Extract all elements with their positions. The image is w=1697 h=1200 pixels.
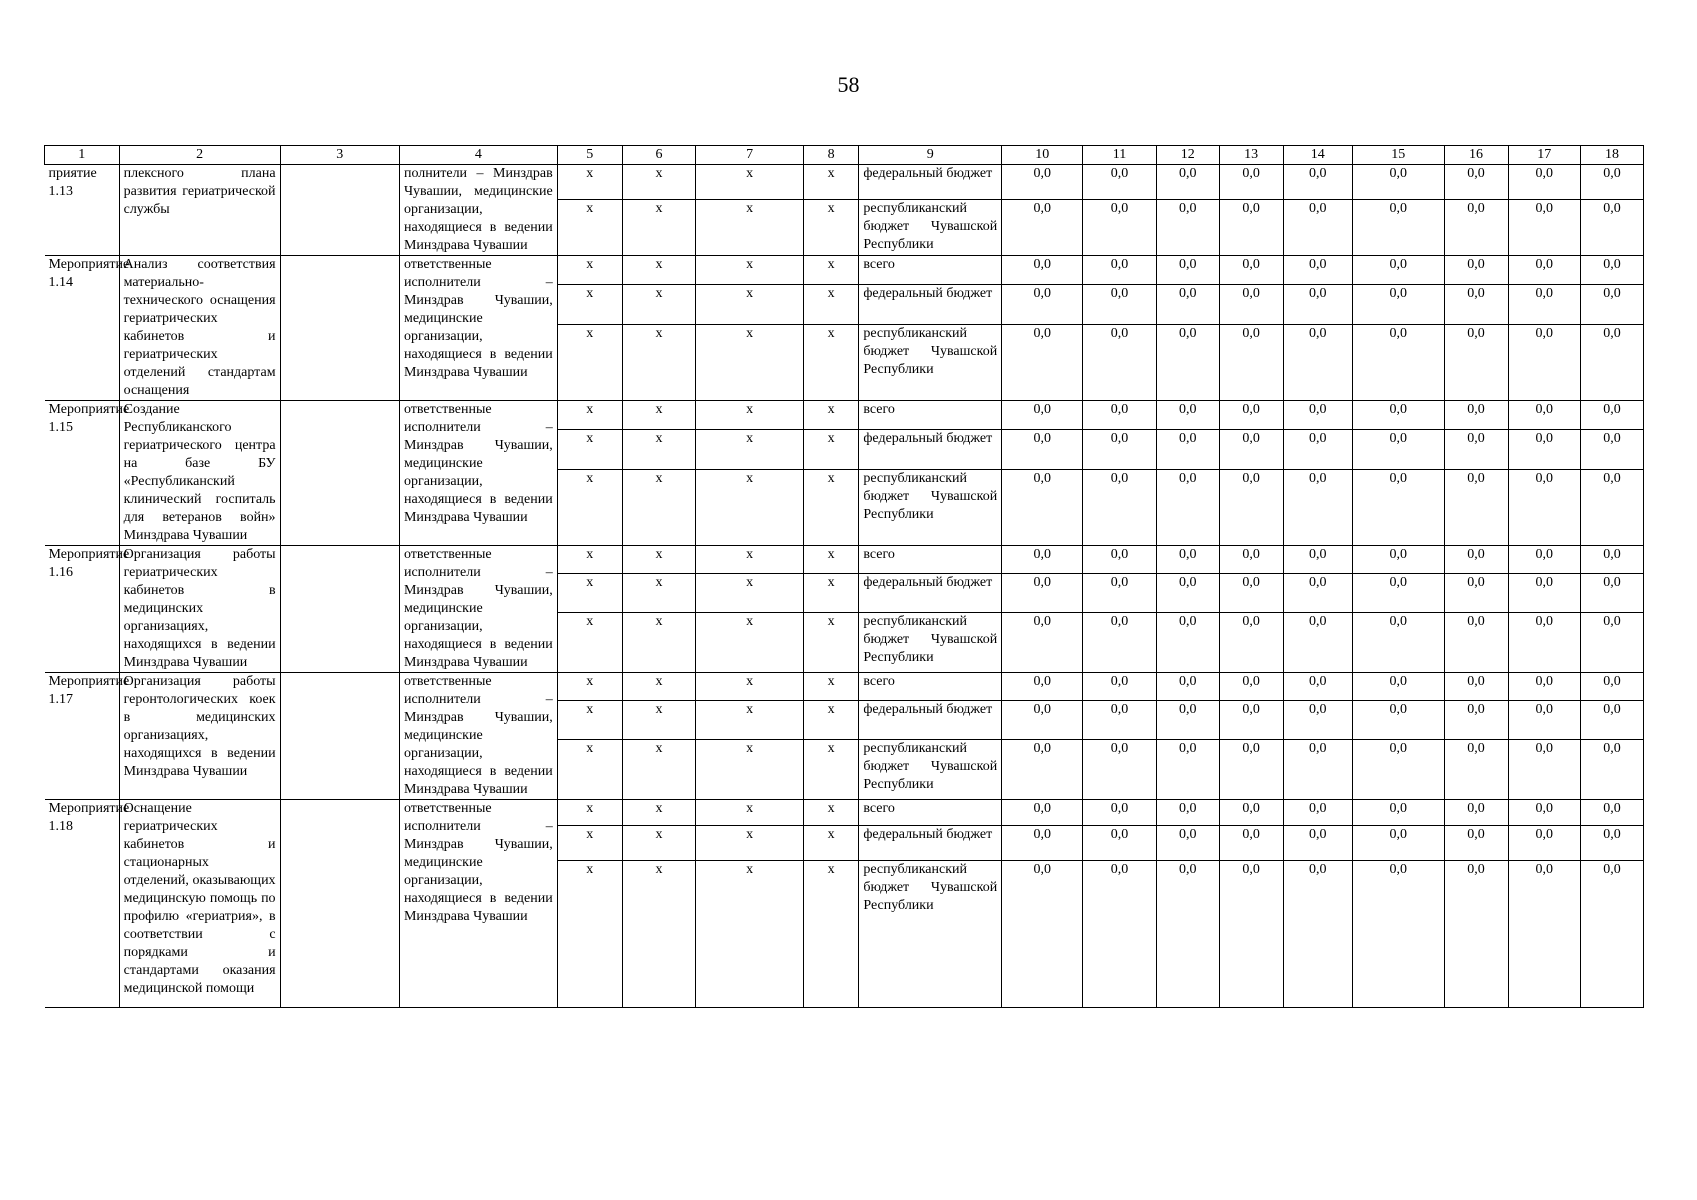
column-number-16: 16 bbox=[1444, 146, 1508, 165]
funding-source: федеральный бюджет bbox=[859, 165, 1002, 200]
responsible-executors: ответственные исполнители – Минздрав Чувашии, медицинские организации, находящиеся в ведении Минздрава Чувашии bbox=[399, 401, 557, 546]
cross-mark: x bbox=[803, 430, 858, 469]
cross-mark: x bbox=[557, 165, 622, 200]
column-number-15: 15 bbox=[1352, 146, 1444, 165]
cross-mark: x bbox=[803, 324, 858, 400]
amount-value: 0,0 bbox=[1083, 800, 1157, 826]
amount-value: 0,0 bbox=[1352, 401, 1444, 430]
amount-value: 0,0 bbox=[1083, 256, 1157, 285]
amount-value: 0,0 bbox=[1581, 861, 1644, 1008]
cross-mark: x bbox=[557, 673, 622, 701]
amount-value: 0,0 bbox=[1283, 324, 1352, 400]
amount-value: 0,0 bbox=[1352, 256, 1444, 285]
amount-value: 0,0 bbox=[1156, 800, 1219, 826]
cross-mark: x bbox=[696, 861, 804, 1008]
table-body bbox=[45, 165, 1644, 1008]
amount-value: 0,0 bbox=[1156, 546, 1219, 574]
cross-mark: x bbox=[696, 430, 804, 469]
activity-id: приятие 1.13 bbox=[45, 165, 120, 256]
cross-mark: x bbox=[622, 165, 696, 200]
cross-mark: x bbox=[557, 256, 622, 285]
amount-value: 0,0 bbox=[1219, 165, 1283, 200]
cross-mark: x bbox=[557, 612, 622, 672]
amount-value: 0,0 bbox=[1156, 324, 1219, 400]
cross-mark: x bbox=[803, 546, 858, 574]
cross-mark: x bbox=[696, 574, 804, 612]
activity-name: Оснащение гериатрических кабинетов и стационарных отделений, оказывающих медицинскую помощь по профилю «гериатрия», в соответствии с порядками и стандартами оказания медицинской помощи bbox=[119, 800, 280, 1008]
amount-value: 0,0 bbox=[1508, 574, 1580, 612]
funding-source: всего bbox=[859, 800, 1002, 826]
column-number-12: 12 bbox=[1156, 146, 1219, 165]
amount-value: 0,0 bbox=[1444, 430, 1508, 469]
amount-value: 0,0 bbox=[1002, 826, 1083, 861]
funding-source: федеральный бюджет bbox=[859, 826, 1002, 861]
amount-value: 0,0 bbox=[1581, 430, 1644, 469]
cross-mark: x bbox=[696, 612, 804, 672]
cross-mark: x bbox=[557, 401, 622, 430]
amount-value: 0,0 bbox=[1508, 546, 1580, 574]
amount-value: 0,0 bbox=[1083, 701, 1157, 739]
column-3-cell bbox=[280, 165, 399, 256]
funding-source: всего bbox=[859, 401, 1002, 430]
funding-source: республиканский бюджет Чувашской Республики bbox=[859, 739, 1002, 799]
activity-name: Организация работы геронтологических коек в медицинских организациях, находящихся в ведении Минздрава Чувашии bbox=[119, 673, 280, 800]
cross-mark: x bbox=[557, 826, 622, 861]
column-number-11: 11 bbox=[1083, 146, 1157, 165]
amount-value: 0,0 bbox=[1002, 324, 1083, 400]
funding-source: всего bbox=[859, 546, 1002, 574]
amount-value: 0,0 bbox=[1002, 800, 1083, 826]
cross-mark: x bbox=[696, 469, 804, 545]
amount-value: 0,0 bbox=[1444, 546, 1508, 574]
amount-value: 0,0 bbox=[1508, 701, 1580, 739]
amount-value: 0,0 bbox=[1352, 739, 1444, 799]
amount-value: 0,0 bbox=[1219, 285, 1283, 324]
amount-value: 0,0 bbox=[1444, 673, 1508, 701]
amount-value: 0,0 bbox=[1156, 574, 1219, 612]
program-table bbox=[44, 145, 1644, 1008]
amount-value: 0,0 bbox=[1352, 861, 1444, 1008]
cross-mark: x bbox=[803, 861, 858, 1008]
cross-mark: x bbox=[803, 256, 858, 285]
amount-value: 0,0 bbox=[1508, 165, 1580, 200]
amount-value: 0,0 bbox=[1444, 401, 1508, 430]
cross-mark: x bbox=[803, 469, 858, 545]
table-row bbox=[45, 546, 1644, 574]
cross-mark: x bbox=[622, 256, 696, 285]
amount-value: 0,0 bbox=[1156, 401, 1219, 430]
amount-value: 0,0 bbox=[1002, 430, 1083, 469]
funding-source: федеральный бюджет bbox=[859, 574, 1002, 612]
amount-value: 0,0 bbox=[1002, 739, 1083, 799]
amount-value: 0,0 bbox=[1283, 285, 1352, 324]
amount-value: 0,0 bbox=[1219, 826, 1283, 861]
column-number-14: 14 bbox=[1283, 146, 1352, 165]
amount-value: 0,0 bbox=[1352, 165, 1444, 200]
amount-value: 0,0 bbox=[1002, 200, 1083, 256]
cross-mark: x bbox=[696, 739, 804, 799]
amount-value: 0,0 bbox=[1002, 285, 1083, 324]
cross-mark: x bbox=[622, 861, 696, 1008]
responsible-executors: ответственные исполнители – Минздрав Чувашии, медицинские организации, находящиеся в ведении Минздрава Чувашии bbox=[399, 256, 557, 401]
amount-value: 0,0 bbox=[1352, 469, 1444, 545]
activity-name: Анализ соответствия материально-технического оснащения гериатрических кабинетов и гериатрических отделений стандартам оснащения bbox=[119, 256, 280, 401]
cross-mark: x bbox=[557, 430, 622, 469]
funding-source: всего bbox=[859, 256, 1002, 285]
amount-value: 0,0 bbox=[1083, 826, 1157, 861]
amount-value: 0,0 bbox=[1352, 430, 1444, 469]
amount-value: 0,0 bbox=[1283, 800, 1352, 826]
amount-value: 0,0 bbox=[1083, 861, 1157, 1008]
amount-value: 0,0 bbox=[1581, 165, 1644, 200]
amount-value: 0,0 bbox=[1352, 612, 1444, 672]
cross-mark: x bbox=[696, 546, 804, 574]
column-number-4: 4 bbox=[399, 146, 557, 165]
amount-value: 0,0 bbox=[1352, 200, 1444, 256]
activity-id: Мероприятие 1.15 bbox=[45, 401, 120, 546]
column-number-1: 1 bbox=[45, 146, 120, 165]
activity-name: плексного плана развития гериатрической службы bbox=[119, 165, 280, 256]
cross-mark: x bbox=[803, 673, 858, 701]
amount-value: 0,0 bbox=[1002, 165, 1083, 200]
amount-value: 0,0 bbox=[1444, 324, 1508, 400]
funding-source: республиканский бюджет Чувашской Республики bbox=[859, 612, 1002, 672]
funding-source: республиканский бюджет Чувашской Республики bbox=[859, 469, 1002, 545]
amount-value: 0,0 bbox=[1156, 701, 1219, 739]
cross-mark: x bbox=[696, 165, 804, 200]
column-number-17: 17 bbox=[1508, 146, 1580, 165]
activity-id: Мероприятие 1.18 bbox=[45, 800, 120, 1008]
amount-value: 0,0 bbox=[1508, 469, 1580, 545]
amount-value: 0,0 bbox=[1083, 165, 1157, 200]
amount-value: 0,0 bbox=[1581, 285, 1644, 324]
amount-value: 0,0 bbox=[1283, 673, 1352, 701]
amount-value: 0,0 bbox=[1156, 165, 1219, 200]
table-row bbox=[45, 165, 1644, 200]
cross-mark: x bbox=[803, 200, 858, 256]
cross-mark: x bbox=[622, 546, 696, 574]
cross-mark: x bbox=[622, 739, 696, 799]
responsible-executors: полнители – Минздрав Чувашии, медицинские организации, находящиеся в ведении Минздрава Чувашии bbox=[399, 165, 557, 256]
amount-value: 0,0 bbox=[1444, 701, 1508, 739]
amount-value: 0,0 bbox=[1352, 574, 1444, 612]
amount-value: 0,0 bbox=[1508, 401, 1580, 430]
amount-value: 0,0 bbox=[1581, 826, 1644, 861]
cross-mark: x bbox=[696, 701, 804, 739]
cross-mark: x bbox=[557, 285, 622, 324]
amount-value: 0,0 bbox=[1508, 826, 1580, 861]
amount-value: 0,0 bbox=[1002, 401, 1083, 430]
funding-source: республиканский бюджет Чувашской Республики bbox=[859, 200, 1002, 256]
column-3-cell bbox=[280, 800, 399, 1008]
amount-value: 0,0 bbox=[1444, 612, 1508, 672]
amount-value: 0,0 bbox=[1156, 256, 1219, 285]
amount-value: 0,0 bbox=[1083, 673, 1157, 701]
amount-value: 0,0 bbox=[1219, 200, 1283, 256]
funding-source: всего bbox=[859, 673, 1002, 701]
amount-value: 0,0 bbox=[1581, 739, 1644, 799]
amount-value: 0,0 bbox=[1352, 800, 1444, 826]
amount-value: 0,0 bbox=[1219, 546, 1283, 574]
amount-value: 0,0 bbox=[1508, 324, 1580, 400]
column-number-5: 5 bbox=[557, 146, 622, 165]
amount-value: 0,0 bbox=[1219, 469, 1283, 545]
column-3-cell bbox=[280, 546, 399, 673]
amount-value: 0,0 bbox=[1508, 285, 1580, 324]
column-number-7: 7 bbox=[696, 146, 804, 165]
cross-mark: x bbox=[803, 285, 858, 324]
cross-mark: x bbox=[696, 324, 804, 400]
cross-mark: x bbox=[696, 401, 804, 430]
amount-value: 0,0 bbox=[1083, 285, 1157, 324]
amount-value: 0,0 bbox=[1444, 200, 1508, 256]
column-3-cell bbox=[280, 401, 399, 546]
activity-id: Мероприятие 1.17 bbox=[45, 673, 120, 800]
column-3-cell bbox=[280, 256, 399, 401]
amount-value: 0,0 bbox=[1508, 673, 1580, 701]
amount-value: 0,0 bbox=[1508, 430, 1580, 469]
cross-mark: x bbox=[557, 324, 622, 400]
amount-value: 0,0 bbox=[1283, 701, 1352, 739]
amount-value: 0,0 bbox=[1283, 612, 1352, 672]
amount-value: 0,0 bbox=[1508, 256, 1580, 285]
amount-value: 0,0 bbox=[1444, 739, 1508, 799]
cross-mark: x bbox=[803, 612, 858, 672]
cross-mark: x bbox=[622, 826, 696, 861]
cross-mark: x bbox=[696, 826, 804, 861]
cross-mark: x bbox=[696, 673, 804, 701]
amount-value: 0,0 bbox=[1283, 430, 1352, 469]
amount-value: 0,0 bbox=[1219, 701, 1283, 739]
column-number-13: 13 bbox=[1219, 146, 1283, 165]
amount-value: 0,0 bbox=[1581, 800, 1644, 826]
amount-value: 0,0 bbox=[1444, 285, 1508, 324]
amount-value: 0,0 bbox=[1002, 701, 1083, 739]
activity-name: Организация работы гериатрических кабинетов в медицинских организациях, находящихся в ведении Минздрава Чувашии bbox=[119, 546, 280, 673]
funding-source: федеральный бюджет bbox=[859, 285, 1002, 324]
column-number-9: 9 bbox=[859, 146, 1002, 165]
cross-mark: x bbox=[622, 673, 696, 701]
funding-source: федеральный бюджет bbox=[859, 701, 1002, 739]
amount-value: 0,0 bbox=[1283, 256, 1352, 285]
amount-value: 0,0 bbox=[1219, 574, 1283, 612]
responsible-executors: ответственные исполнители – Минздрав Чувашии, медицинские организации, находящиеся в ведении Минздрава Чувашии bbox=[399, 546, 557, 673]
amount-value: 0,0 bbox=[1219, 324, 1283, 400]
amount-value: 0,0 bbox=[1002, 469, 1083, 545]
funding-source: республиканский бюджет Чувашской Республики bbox=[859, 324, 1002, 400]
column-number-2: 2 bbox=[119, 146, 280, 165]
amount-value: 0,0 bbox=[1083, 546, 1157, 574]
amount-value: 0,0 bbox=[1581, 673, 1644, 701]
cross-mark: x bbox=[622, 401, 696, 430]
cross-mark: x bbox=[622, 574, 696, 612]
amount-value: 0,0 bbox=[1219, 401, 1283, 430]
amount-value: 0,0 bbox=[1283, 401, 1352, 430]
column-number-6: 6 bbox=[622, 146, 696, 165]
amount-value: 0,0 bbox=[1581, 256, 1644, 285]
cross-mark: x bbox=[803, 165, 858, 200]
amount-value: 0,0 bbox=[1581, 612, 1644, 672]
column-number-18: 18 bbox=[1581, 146, 1644, 165]
amount-value: 0,0 bbox=[1156, 739, 1219, 799]
responsible-executors: ответственные исполнители – Минздрав Чувашии, медицинские организации, находящиеся в ведении Минздрава Чувашии bbox=[399, 800, 557, 1008]
cross-mark: x bbox=[557, 861, 622, 1008]
amount-value: 0,0 bbox=[1581, 701, 1644, 739]
amount-value: 0,0 bbox=[1283, 200, 1352, 256]
amount-value: 0,0 bbox=[1508, 861, 1580, 1008]
amount-value: 0,0 bbox=[1283, 165, 1352, 200]
amount-value: 0,0 bbox=[1444, 826, 1508, 861]
cross-mark: x bbox=[557, 469, 622, 545]
cross-mark: x bbox=[622, 324, 696, 400]
cross-mark: x bbox=[557, 200, 622, 256]
cross-mark: x bbox=[622, 800, 696, 826]
amount-value: 0,0 bbox=[1444, 165, 1508, 200]
amount-value: 0,0 bbox=[1156, 469, 1219, 545]
amount-value: 0,0 bbox=[1219, 256, 1283, 285]
cross-mark: x bbox=[622, 701, 696, 739]
amount-value: 0,0 bbox=[1156, 430, 1219, 469]
cross-mark: x bbox=[696, 256, 804, 285]
cross-mark: x bbox=[557, 701, 622, 739]
cross-mark: x bbox=[622, 469, 696, 545]
amount-value: 0,0 bbox=[1581, 324, 1644, 400]
amount-value: 0,0 bbox=[1444, 574, 1508, 612]
cross-mark: x bbox=[803, 800, 858, 826]
cross-mark: x bbox=[803, 739, 858, 799]
amount-value: 0,0 bbox=[1283, 739, 1352, 799]
amount-value: 0,0 bbox=[1156, 673, 1219, 701]
amount-value: 0,0 bbox=[1083, 401, 1157, 430]
amount-value: 0,0 bbox=[1156, 200, 1219, 256]
amount-value: 0,0 bbox=[1083, 324, 1157, 400]
amount-value: 0,0 bbox=[1002, 673, 1083, 701]
amount-value: 0,0 bbox=[1219, 673, 1283, 701]
amount-value: 0,0 bbox=[1508, 200, 1580, 256]
activity-id: Мероприятие 1.14 bbox=[45, 256, 120, 401]
table-row bbox=[45, 673, 1644, 701]
amount-value: 0,0 bbox=[1581, 574, 1644, 612]
amount-value: 0,0 bbox=[1283, 861, 1352, 1008]
amount-value: 0,0 bbox=[1444, 800, 1508, 826]
page-number: 58 bbox=[837, 72, 860, 97]
cross-mark: x bbox=[803, 826, 858, 861]
cross-mark: x bbox=[696, 800, 804, 826]
amount-value: 0,0 bbox=[1444, 861, 1508, 1008]
cross-mark: x bbox=[557, 800, 622, 826]
amount-value: 0,0 bbox=[1352, 324, 1444, 400]
amount-value: 0,0 bbox=[1083, 469, 1157, 545]
cross-mark: x bbox=[696, 200, 804, 256]
cross-mark: x bbox=[803, 701, 858, 739]
amount-value: 0,0 bbox=[1002, 612, 1083, 672]
amount-value: 0,0 bbox=[1219, 861, 1283, 1008]
table-row bbox=[45, 401, 1644, 430]
amount-value: 0,0 bbox=[1444, 469, 1508, 545]
cross-mark: x bbox=[803, 401, 858, 430]
column-number-3: 3 bbox=[280, 146, 399, 165]
amount-value: 0,0 bbox=[1581, 200, 1644, 256]
amount-value: 0,0 bbox=[1083, 200, 1157, 256]
funding-source: федеральный бюджет bbox=[859, 430, 1002, 469]
amount-value: 0,0 bbox=[1002, 861, 1083, 1008]
amount-value: 0,0 bbox=[1352, 546, 1444, 574]
cross-mark: x bbox=[557, 574, 622, 612]
amount-value: 0,0 bbox=[1219, 430, 1283, 469]
column-number-row bbox=[45, 146, 1644, 165]
amount-value: 0,0 bbox=[1219, 739, 1283, 799]
amount-value: 0,0 bbox=[1219, 612, 1283, 672]
responsible-executors: ответственные исполнители – Минздрав Чувашии, медицинские организации, находящиеся в ведении Минздрава Чувашии bbox=[399, 673, 557, 800]
amount-value: 0,0 bbox=[1581, 401, 1644, 430]
amount-value: 0,0 bbox=[1219, 800, 1283, 826]
amount-value: 0,0 bbox=[1083, 739, 1157, 799]
amount-value: 0,0 bbox=[1083, 430, 1157, 469]
column-3-cell bbox=[280, 673, 399, 800]
amount-value: 0,0 bbox=[1508, 739, 1580, 799]
cross-mark: x bbox=[622, 612, 696, 672]
amount-value: 0,0 bbox=[1156, 861, 1219, 1008]
cross-mark: x bbox=[622, 285, 696, 324]
cross-mark: x bbox=[557, 739, 622, 799]
amount-value: 0,0 bbox=[1581, 546, 1644, 574]
amount-value: 0,0 bbox=[1156, 826, 1219, 861]
amount-value: 0,0 bbox=[1581, 469, 1644, 545]
amount-value: 0,0 bbox=[1283, 826, 1352, 861]
column-number-8: 8 bbox=[803, 146, 858, 165]
amount-value: 0,0 bbox=[1002, 256, 1083, 285]
amount-value: 0,0 bbox=[1352, 701, 1444, 739]
amount-value: 0,0 bbox=[1002, 546, 1083, 574]
activity-id: Мероприятие 1.16 bbox=[45, 546, 120, 673]
amount-value: 0,0 bbox=[1508, 612, 1580, 672]
amount-value: 0,0 bbox=[1002, 574, 1083, 612]
table-row bbox=[45, 256, 1644, 285]
amount-value: 0,0 bbox=[1083, 574, 1157, 612]
amount-value: 0,0 bbox=[1352, 673, 1444, 701]
cross-mark: x bbox=[622, 430, 696, 469]
amount-value: 0,0 bbox=[1083, 612, 1157, 672]
cross-mark: x bbox=[557, 546, 622, 574]
amount-value: 0,0 bbox=[1283, 469, 1352, 545]
amount-value: 0,0 bbox=[1156, 612, 1219, 672]
column-number-10: 10 bbox=[1002, 146, 1083, 165]
activity-name: Создание Республиканского гериатрического центра на базе БУ «Республиканский клинический госпиталь для ветеранов войн» Минздрава Чувашии bbox=[119, 401, 280, 546]
table-row bbox=[45, 800, 1644, 826]
amount-value: 0,0 bbox=[1508, 800, 1580, 826]
cross-mark: x bbox=[622, 200, 696, 256]
amount-value: 0,0 bbox=[1283, 574, 1352, 612]
cross-mark: x bbox=[803, 574, 858, 612]
amount-value: 0,0 bbox=[1352, 826, 1444, 861]
amount-value: 0,0 bbox=[1352, 285, 1444, 324]
amount-value: 0,0 bbox=[1283, 546, 1352, 574]
cross-mark: x bbox=[696, 285, 804, 324]
funding-source: республиканский бюджет Чувашской Республики bbox=[859, 861, 1002, 1008]
amount-value: 0,0 bbox=[1156, 285, 1219, 324]
amount-value: 0,0 bbox=[1444, 256, 1508, 285]
